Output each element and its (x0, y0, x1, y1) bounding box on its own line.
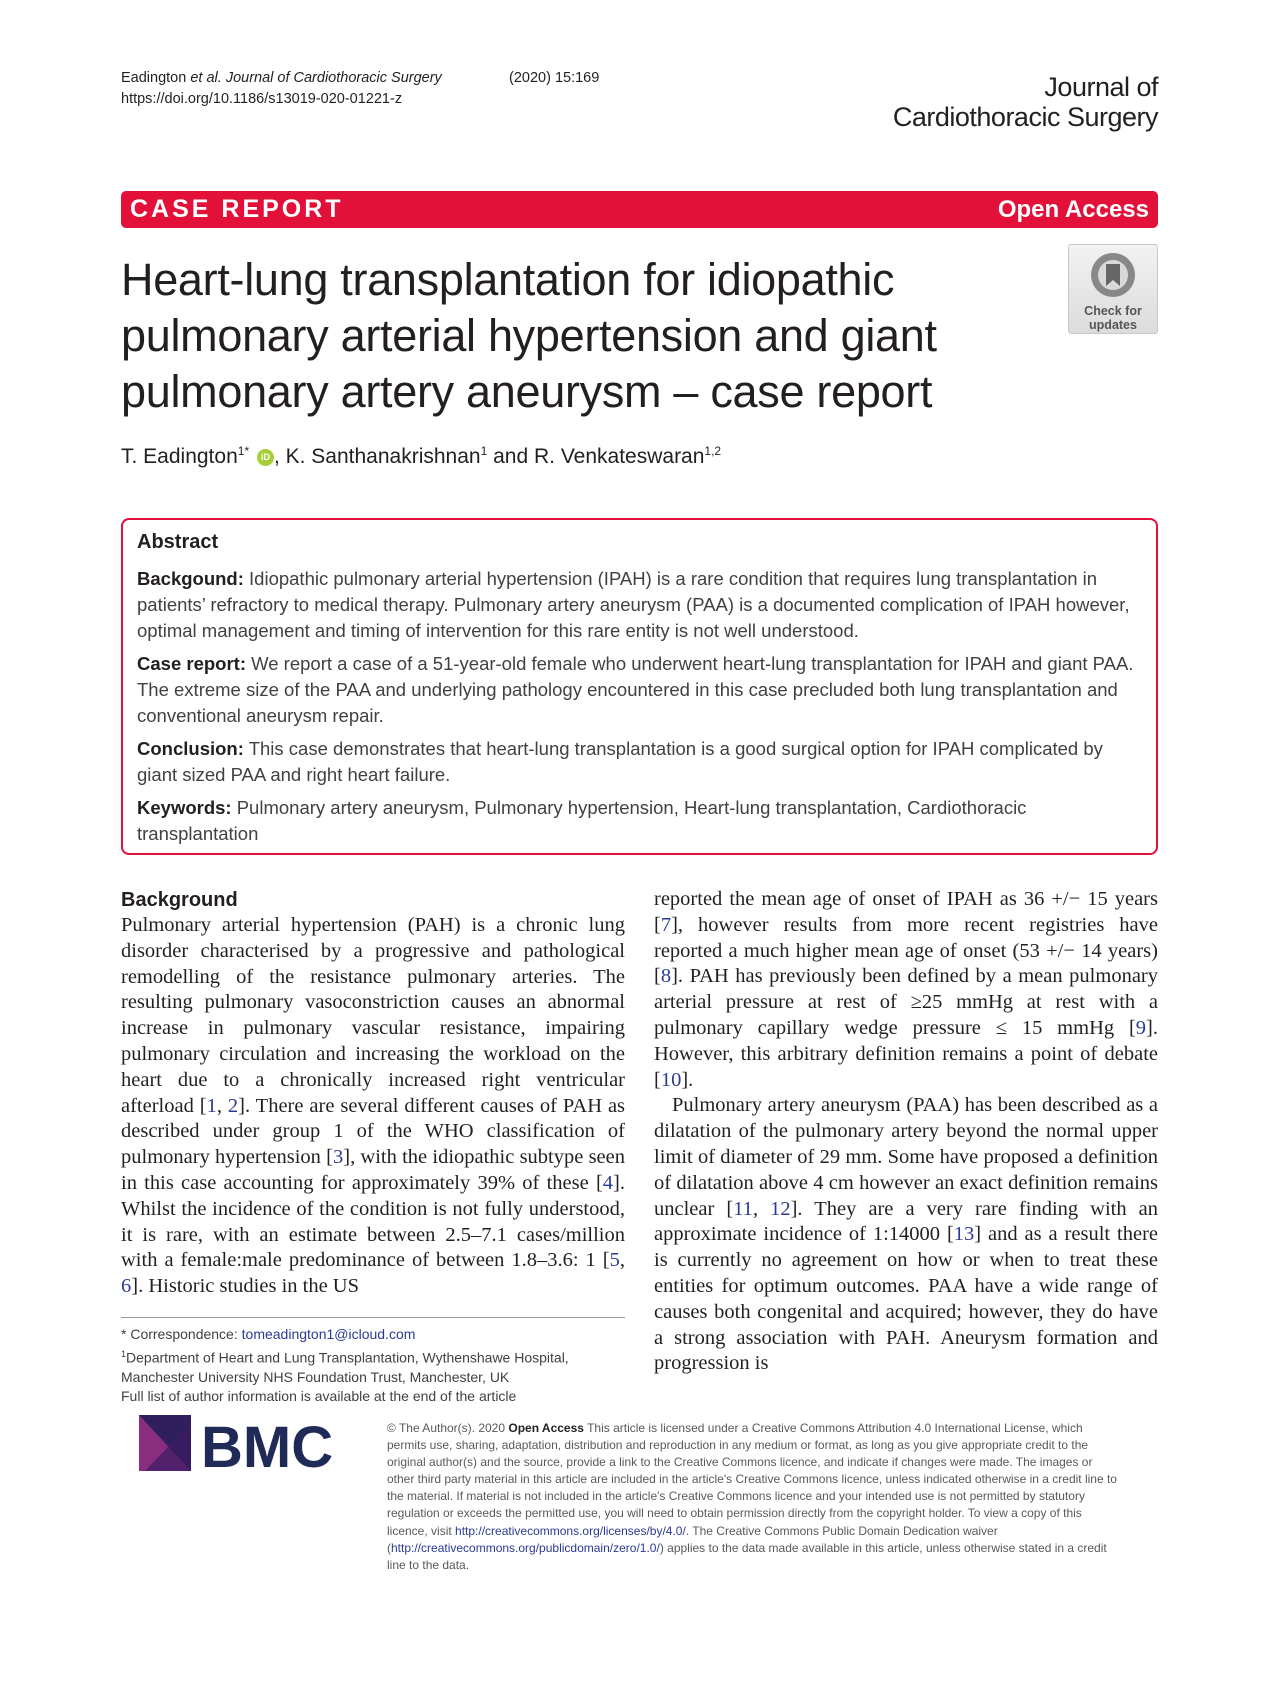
correspondence-label: * Correspondence: (121, 1326, 242, 1342)
license-link[interactable]: http://creativecommons.org/licenses/by/4.0/ (455, 1523, 686, 1538)
check-for-updates-line1: Check for (1084, 304, 1142, 318)
bmc-logo-text: BMC (201, 1415, 334, 1475)
background-paragraph-1-cont: reported the mean age of onset of IPAH as 36 +/− 15 years [7], however results from more recent registries have reported a much higher mean age of onset (53 +/− 14 years) [8]. PAH has previously been defined by a mean pulmonary arterial pressure at rest of ≥25 mmHg at rest with a pulmonary capillary wedge pressure ≤ 15 mmHg [9]. However, this arbitrary definition remains a point of debate [10]. (654, 888, 1158, 1091)
citation-journal: Journal of Cardiothoracic Surgery (225, 70, 442, 86)
section-heading-background: Background (121, 889, 238, 911)
citation-link[interactable]: 1 (206, 1094, 217, 1117)
correspondence-email[interactable]: tomeadington1@icloud.com (241, 1326, 416, 1342)
author-2-affiliation: 1 (480, 444, 488, 458)
citation-link[interactable]: 8 (660, 965, 672, 988)
author-2[interactable]: , K. Santhanakrishnan (273, 445, 481, 468)
doi-link[interactable]: https://doi.org/10.1186/s13019-020-01221-z (121, 91, 403, 107)
citation-authors: Eadington (121, 70, 187, 86)
bmc-logo (137, 1413, 361, 1475)
citation-link[interactable]: 5 (609, 1249, 620, 1272)
author-info-note: Full list of author information is available at the end of the article (121, 1388, 517, 1405)
citation-line (121, 68, 600, 89)
abstract-case-report (137, 651, 1142, 729)
author-3[interactable]: and R. Venkateswaran (487, 445, 705, 468)
orcid-icon[interactable]: iD (257, 449, 274, 466)
article-type-band (121, 191, 1158, 228)
background-paragraph-2: Pulmonary artery aneurysm (PAA) has been described as a dilatation of the pulmonary artery beyond the normal upper limit of diameter of 29 mm. Some have proposed a definition of dilatation above 4 cm however an exact definition remains unclear [11, 12]. They are a very rare finding with an approximate incidence of 1:14000 [13] and as a result there is currently no agreement on how or when to treat these entities for optimum outcomes. PAA have a wide range of causes both congenital and acquired; however, they do have a strong association with PAH. Aneurysm formation and progression is (654, 1094, 1158, 1375)
public-domain-link[interactable]: http://creativecommons.org/publicdomain/zero/1.0/ (391, 1540, 660, 1555)
citation-link[interactable]: 12 (770, 1197, 791, 1220)
affiliation-line (121, 1345, 625, 1388)
abstract-background-text: Idiopathic pulmonary arterial hypertension (IPAH) is a rare condition that requires lung transplantation in patients’ refractory to medical therapy. Pulmonary artery aneurysm (PAA) is a documented complication of IPAH however, optimal management and timing of intervention for this rare entity is not well understood. (137, 568, 1130, 641)
affiliation-text: Department of Heart and Lung Transplantation, Wythenshawe Hospital, Manchester University NHS Foundation Trust, Manchester, UK (121, 1349, 569, 1385)
bookmark-icon (1089, 251, 1137, 299)
abstract-box (121, 518, 1158, 855)
citation-link[interactable]: 11 (733, 1197, 753, 1220)
open-access-label: Open Access (997, 196, 1149, 223)
journal-name-line2: Cardiothoracic Surgery (892, 102, 1158, 132)
author-list (121, 444, 721, 469)
abstract-case-label: Case report: (137, 653, 246, 674)
check-for-updates-line2: updates (1089, 318, 1137, 332)
citation-link[interactable]: 2 (227, 1094, 239, 1117)
article-type-label: CASE REPORT (130, 195, 344, 223)
running-header (121, 68, 600, 110)
citation-link[interactable]: 4 (602, 1171, 614, 1194)
article-title: Heart-lung transplantation for idiopathic pulmonary arterial hypertension and giant pulmonary artery aneurysm – case report (121, 254, 937, 417)
author-1[interactable]: T. Eadington (121, 445, 238, 468)
citation-year-volume: (2020) 15:169 (509, 70, 600, 86)
body-column-right (654, 887, 1158, 1377)
citation-link[interactable]: 13 (953, 1223, 975, 1246)
citation-link[interactable]: 7 (660, 913, 672, 936)
citation-link[interactable]: 9 (1135, 1016, 1147, 1039)
abstract-case-text: We report a case of a 51-year-old female who underwent heart-lung transplantation for IPAH and giant PAA. The extreme size of the PAA and underlying pathology encountered in this case precluded both lung transplantation and conventional aneurysm repair. (137, 653, 1134, 726)
affiliation-number: 1 (121, 1348, 127, 1359)
abstract-keywords-label: Keywords: (137, 797, 232, 818)
journal-logo-text (893, 72, 1158, 132)
author-1-affiliation: 1* (237, 444, 250, 458)
background-paragraph-1: Pulmonary arterial hypertension (PAH) is a chronic lung disorder characterised by a progressive and pathological remodelling of the resistance pulmonary arteries. The resulting pulmonary vasoconstriction causes an abnormal increase in pulmonary vascular resistance, impairing pulmonary circulation and increasing the workload on the heart due to a chronically increased right ventricular afterload [1, 2]. There are several different causes of PAH as described under group 1 of the WHO classification of pulmonary hypertension [3], with the idiopathic subtype seen in this case accounting for approximately 39% of these [4]. Whilst the incidence of the condition is not fully understood, it is rare, with an estimate between 2.5–7.1 cases/million with a female:male predominance of between 1.8–3.6: 1 [5, 6]. Historic studies in the US (121, 914, 626, 1298)
abstract-keywords-text: Pulmonary artery aneurysm, Pulmonary hypertension, Heart-lung transplantation, Cardiothoracic transplantation (137, 797, 1027, 844)
citation-link[interactable]: 6 (121, 1275, 132, 1298)
journal-name-line1: Journal of (1044, 72, 1158, 102)
correspondence-line (121, 1325, 625, 1345)
abstract-heading: Abstract (137, 531, 219, 553)
license-open-access: Open Access (508, 1421, 584, 1435)
check-for-updates-button[interactable] (1068, 244, 1158, 334)
abstract-conclusion (137, 736, 1142, 788)
abstract-conclusion-label: Conclusion: (137, 738, 244, 759)
abstract-conclusion-text: This case demonstrates that heart-lung transplantation is a good surgical option for IPAH complicated by giant sized PAA and right heart failure. (137, 738, 1103, 785)
author-3-affiliation: 1,2 (704, 444, 722, 458)
citation-link[interactable]: 3 (333, 1146, 344, 1169)
abstract-background (137, 566, 1142, 644)
citation-etal: et al. (190, 70, 222, 86)
footnotes (121, 1317, 625, 1407)
abstract-keywords (137, 795, 1142, 847)
abstract-background-label: Backgound: (137, 568, 244, 589)
body-column-left (121, 887, 625, 1300)
license-statement: © The Author(s). 2020 Open Access This article is licensed under a Creative Commons Attribution 4.0 International License, which permits use, sharing, adaptation, distribution and reproduction in any medium or format, as long as you give appropriate credit to the original author(s) and the source, provide a link to the Creative Commons licence, and indicate if changes were made. The images or other third party material in this article are included in the article's Creative Commons licence, unless indicated otherwise in a credit line to the material. If material is not included in the article's Creative Commons licence and your intended use is not permitted by statutory regulation or exceeds the permitted use, you will need to obtain permission directly from the copyright holder. To view a copy of this licence, visit http://creativecommons.org/licenses/by/4.0/. The Creative Commons Public Domain Dedication waiver (http://creativecommons.org/publicdomain/zero/1.0/) applies to the data made available in this article, unless otherwise stated in a credit line to the data. (387, 1421, 1117, 1572)
citation-link[interactable]: 10 (660, 1068, 682, 1091)
